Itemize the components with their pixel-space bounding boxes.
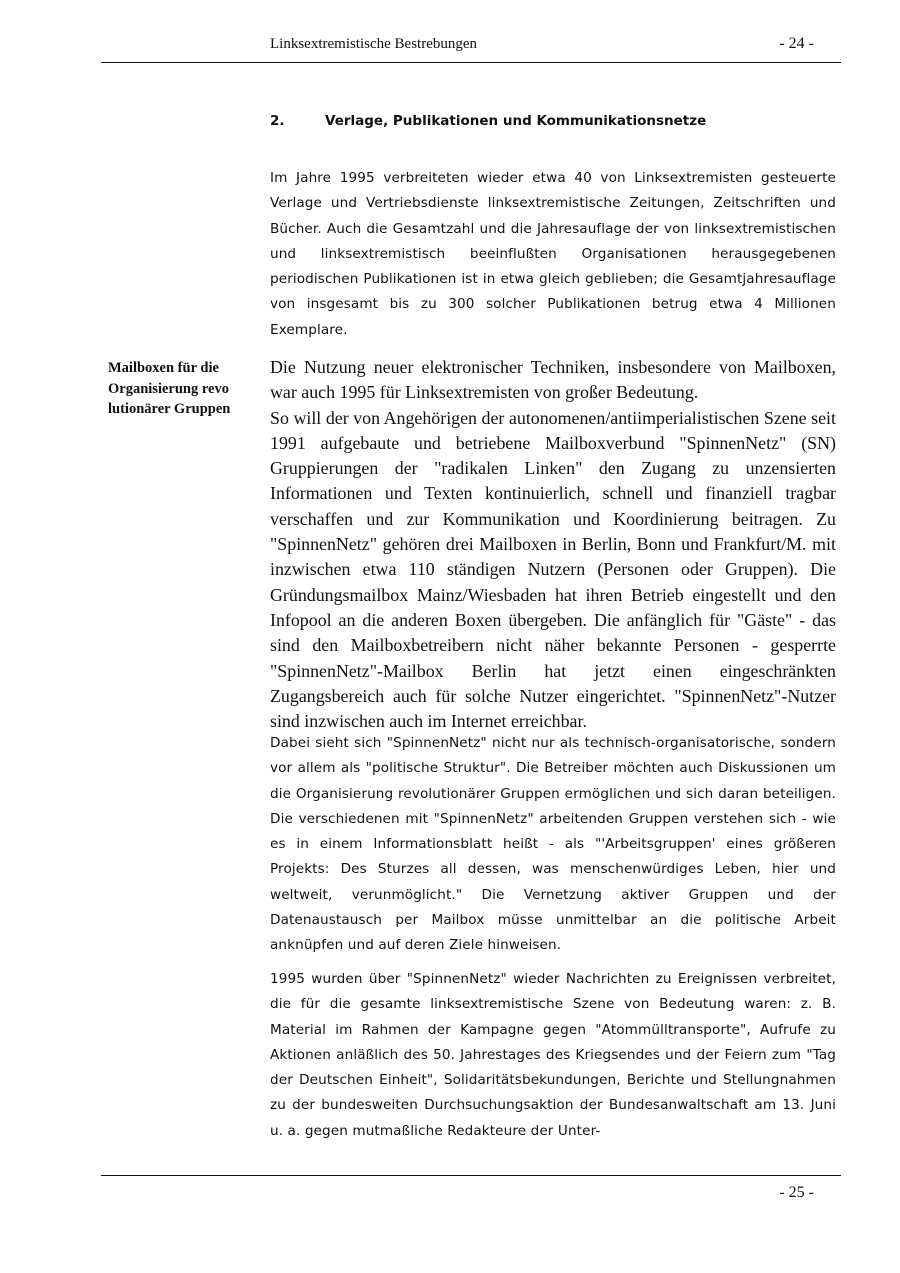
paragraph-mailbox-lead: Die Nutzung neuer elektronischer Techniken, insbesondere von Mailboxen, war auch 1995 für Linksextremisten von großer Bedeutung. (270, 357, 836, 403)
margin-note-line: Organisierung revo (108, 380, 229, 397)
footer-rule (101, 1175, 841, 1176)
section-heading (270, 113, 706, 129)
paragraph-publications: Im Jahre 1995 verbreiteten wieder etwa 40 von Linksextremisten gesteuerte Verlage und Vertriebsdienste linksextremistische Zeitungen, Zeitschriften und Bücher. Auch die Gesamtzahl und die Jahresauflage der von linksextremistischen und linksextremistisch beeinflußten Organisationen herausgegebenen periodischen Publikationen ist in etwa gleich geblieben; die Gesamtjahresauflage von insgesamt bis zu 300 solcher Publikationen betrug etwa 4 Millionen Exemplare. (270, 170, 836, 338)
paragraph-mailbox-intro (270, 355, 836, 734)
paragraph-spinnennetz: So will der von Angehörigen der autonomenen/antiimperialistischen Szene seit 1991 aufgebaute und betriebene Mailboxverbund "SpinnenNetz" (SN) Gruppierungen der "radikalen Linken" den Zugang zu unzensierten Informationen und Texten kontinuierlich, schnell und finanziell tragbar verschaffen und zur Kommunikation und Koordinierung beitragen. Zu "SpinnenNetz" gehören drei Mailboxen in Berlin, Bonn und Frankfurt/M. mit inzwischen etwa 110 ständigen Nutzern (Personen oder Gruppen). Die Gründungsmailbox Mainz/Wiesbaden hat ihren Betrieb eingestellt und den Infopool an die anderen Boxen übergeben. Die anfänglich für "Gäste" - das sind den Mailboxbetreibern nicht näher bekannte Personen - gesperrte "SpinnenNetz"-Mailbox Berlin hat jetzt einen eingeschränkten Zugangsbereich auch für solche Nutzer eingerichtet. "SpinnenNetz"-Nutzer sind inzwischen auch im Internet erreichbar. (270, 407, 836, 732)
paragraph-news-1995: 1995 wurden über "SpinnenNetz" wieder Nachrichten zu Ereignissen verbreitet, die für die gesamte linksextremistische Szene von Bedeutung waren: z. B. Material im Rahmen der Kampagne gegen "Atommülltransporte", Aufrufe zu Aktionen anläßlich des 50. Jahrestages des Kriegsendes und der Feiern zum "Tag der Deutschen Einheit", Solidaritätsbekundungen, Berichte und Stellungnahmen zu der bundesweiten Durchsuchungsaktion der Bundesanwaltschaft am 13. Juni u. a. gegen mutmaßliche Redakteure der Unter- (270, 971, 836, 1139)
margin-note (108, 358, 253, 420)
section-title: Verlage, Publikationen und Kommunikationsnetze (325, 113, 707, 129)
paragraph-political-structure: Dabei sieht sich "SpinnenNetz" nicht nur als technisch-organisatorische, sondern vor allem als "politische Struktur". Die Betreiber möchten auch Diskussionen um die Organisierung revolutionärer Gruppen ermöglichen und sich daran beteiligen. Die verschiedenen mit "SpinnenNetz" arbeitenden Gruppen verstehen sich - wie es in einem Informationsblatt heißt - als "'Arbeitsgruppen' eines größeren Projekts: Des Sturzes all dessen, was menschenwürdiges Leben, hier und weltweit, verunmöglicht." Die Vernetzung aktiver Gruppen und der Datenaustausch per Mailbox müsse unmittelbar an die politische Arbeit anknüpfen und auf deren Ziele hinweisen. (270, 735, 836, 954)
section-number: 2. (270, 113, 285, 129)
margin-note-line: lutionärer Gruppen (108, 401, 231, 417)
footer-page-number: - 25 - (779, 1184, 814, 1201)
running-header-title: Linksextremistische Bestrebungen (270, 36, 478, 52)
header-rule (101, 62, 841, 63)
header-page-number: - 24 - (779, 35, 814, 52)
margin-note-line: Mailboxen für die (108, 360, 219, 376)
